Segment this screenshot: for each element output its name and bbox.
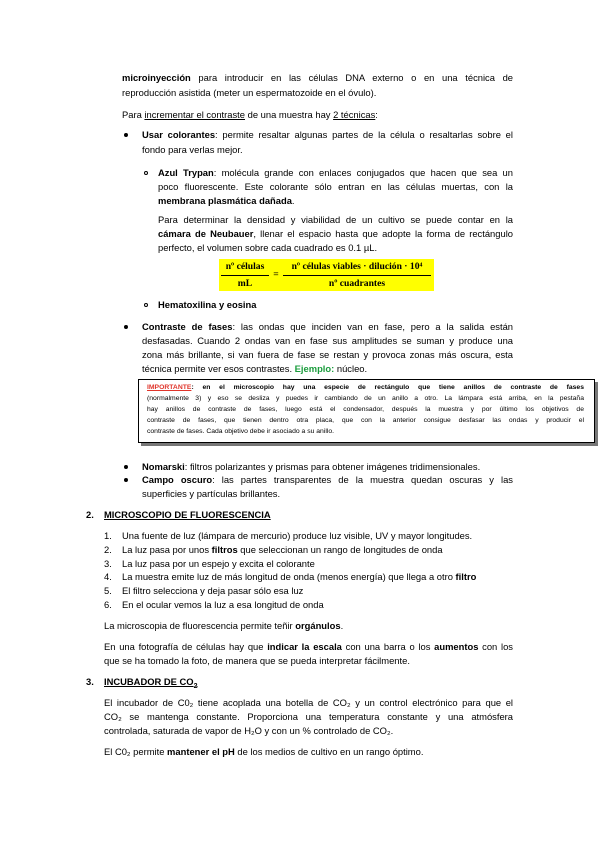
step-number: 1. xyxy=(104,530,112,541)
trypan-line-3: membrana plasmática dañada. xyxy=(158,195,295,206)
incubator-line-3: controlada, saturada de vapor de H₂O y con un % controlado de CO₂. xyxy=(104,725,394,736)
trypan-line-2: poco fluorescente. Este colorante sólo entran en las células muertas, con la xyxy=(158,181,513,192)
incubator-paragraph-2: El C0₂ permite mantener el pH de los medios de cultivo en un rango óptimo. xyxy=(104,746,424,757)
fases-line-2: desfasadas. Cuando 2 ondas van en fase sus amplitudes se suman y produce una xyxy=(142,335,513,346)
important-line-3: hay anillos de contraste de fases, luego está el condensador, después la muestra y por último los objetivos de xyxy=(147,406,584,413)
fluorescence-paragraph-2-line-1: En una fotografía de células hay que indicar la escala con una barra o los aumentos con los xyxy=(104,641,513,652)
intro-line-1: microinyección para introducir en las células DNA externo o en una técnica de xyxy=(122,72,513,83)
sub-bullet-icon xyxy=(144,303,148,307)
step-number: 2. xyxy=(104,544,112,555)
trypan-line-1: Azul Trypan: molécula grande con enlaces conjugados que hacen que sea un xyxy=(158,167,513,178)
step-text: En el ocular vemos la luz a esa longitud de onda xyxy=(122,599,324,610)
step-number: 5. xyxy=(104,585,112,596)
neubauer-line-3: perfecto, el volumen sobre cada cuadrado es 0.1 µL. xyxy=(158,242,378,253)
formula-right-bar xyxy=(283,275,431,276)
nomarski-item: Nomarski: filtros polarizantes y prismas para obtener imágenes tridimensionales. xyxy=(142,461,481,472)
section-2-number: 2. xyxy=(86,509,94,520)
step-number: 4. xyxy=(104,571,112,582)
campo-line-2: superficies y partículas brillantes. xyxy=(142,488,281,499)
important-line-1: IMPORTANTE: en el microscopio hay una especie de rectángulo que tiene anillos de contraste de fases xyxy=(147,384,584,391)
fases-line-4: técnica permite ver esos contrastes. Ejemplo: núcleo. xyxy=(142,363,368,374)
contrast-intro: Para incrementar el contraste de una muestra hay 2 técnicas: xyxy=(122,109,378,120)
bullet-icon xyxy=(124,465,128,469)
incubator-line-2: CO₂ se mantenga constante. Proporciona una temperatura constante y una atmósfera xyxy=(104,711,513,722)
colorantes-line-2: fondo para verlas mejor. xyxy=(142,144,243,155)
formula-left-denominator: mL xyxy=(237,278,253,289)
step-text: El filtro selecciona y deja pasar sólo esa luz xyxy=(122,585,304,596)
campo-line-1: Campo oscuro: las partes transparentes de la muestra quedan oscuras y las xyxy=(142,474,513,485)
section-2-title: MICROSCOPIO DE FLUORESCENCIA xyxy=(104,509,271,520)
intro-line-2: reproducción asistida (meter un espermatozoide en el óvulo). xyxy=(122,87,377,98)
step-text: La luz pasa por un espejo y excita el colorante xyxy=(122,558,315,569)
important-line-4: contraste de fases, que tienen dentro otra placa, que con la anterior consigue desfasar las ondas y producir el xyxy=(147,417,584,424)
step-text: La muestra emite luz de más longitud de onda (menos energía) que llega a otro filtro xyxy=(122,571,477,582)
formula-equals: = xyxy=(273,269,279,280)
step-number: 6. xyxy=(104,599,112,610)
incubator-line-1: El incubador de C0₂ tiene acoplada una botella de CO₂ y un control electrónico para que el xyxy=(104,697,513,708)
formula-left-numerator: nº células xyxy=(225,261,265,272)
sub-bullet-icon xyxy=(144,171,148,175)
important-line-5: contraste de fases. Cada objetivo debe ir asociado a su anillo. xyxy=(147,428,335,435)
formula-right-denominator: nº cuadrantes xyxy=(328,278,386,289)
important-line-2: (normalmente 3) y eso se desliza y puedes ir cambiando de un anillo a otro. La lámpara está arriba, en la pestaña xyxy=(147,395,584,402)
formula-right-numerator: nº células viables · dilución · 10⁴ xyxy=(291,261,423,272)
viability-formula xyxy=(219,259,434,291)
fluorescence-paragraph-1: La microscopia de fluorescencia permite teñir orgánulos. xyxy=(104,620,344,631)
step-number: 3. xyxy=(104,558,112,569)
bullet-icon xyxy=(124,133,128,137)
bullet-icon xyxy=(124,325,128,329)
colorantes-line-1: Usar colorantes: permite resaltar algunas partes de la célula o resaltarlas sobre el xyxy=(142,129,513,140)
hematoxilina-item: Hematoxilina y eosina xyxy=(158,299,257,310)
bullet-icon xyxy=(124,478,128,482)
formula-left-bar xyxy=(221,275,269,276)
fases-line-3: zona más brillante, si van fuera de fase se restan y provoca zonas más oscura, esta xyxy=(142,349,513,360)
section-3-title: INCUBADOR DE $CO_2$ xyxy=(104,676,198,690)
fases-line-1: Contraste de fases: las ondas que inciden van en fase, pero a la salida están xyxy=(142,321,514,332)
section-3-number: 3. xyxy=(86,676,94,687)
step-text: Una fuente de luz (lámpara de mercurio) produce luz visible, UV y mayor longitudes. xyxy=(122,530,473,541)
neubauer-line-2: cámara de Neubauer, llenar el espacio hasta que adopte la forma de rectángulo xyxy=(158,228,513,239)
step-text: La luz pasa por unos filtros que seleccionan un rango de longitudes de onda xyxy=(122,544,443,555)
fluorescence-paragraph-2-line-2: que se ha tomado la foto, de manera que se pueda interpretar fácilmente. xyxy=(104,655,410,666)
neubauer-line-1: Para determinar la densidad y viabilidad de un cultivo se puede contar en la xyxy=(158,214,513,225)
important-note-box xyxy=(138,379,595,443)
